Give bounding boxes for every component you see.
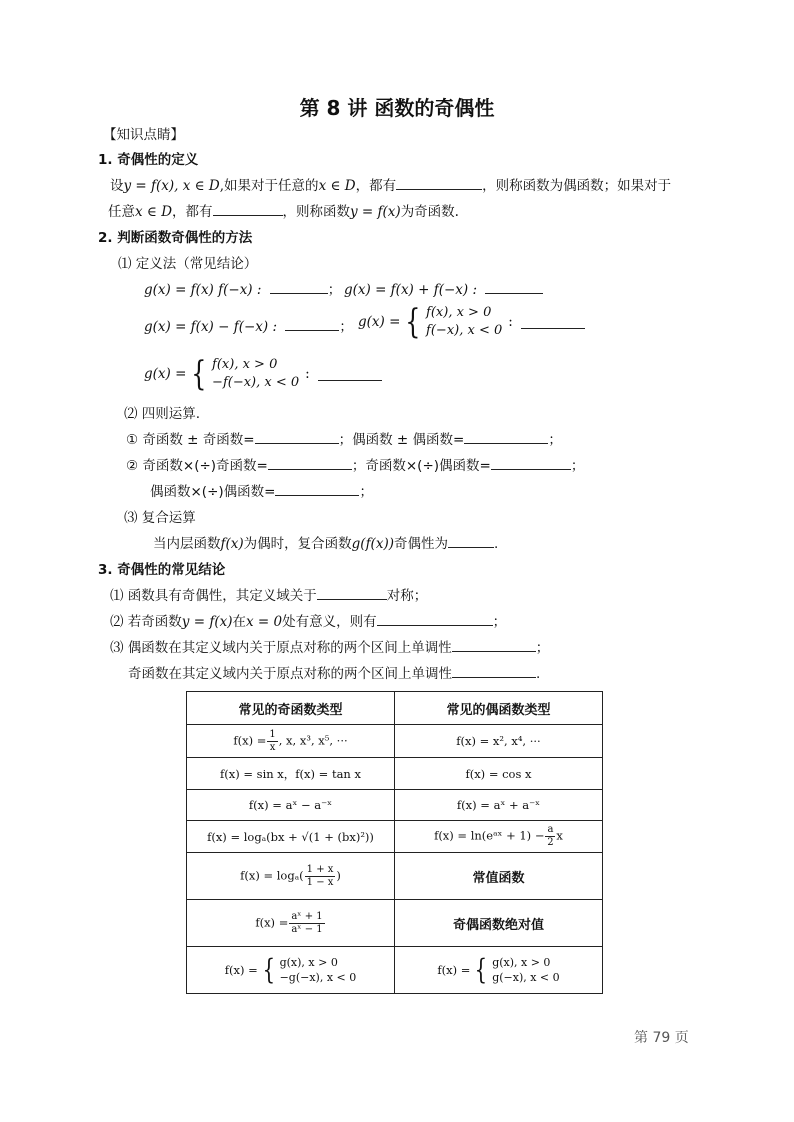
fill-blank[interactable] (452, 665, 536, 678)
math: f(x) = (233, 733, 267, 747)
math: x (556, 828, 563, 843)
text: ； (359, 484, 373, 500)
text: 对称； (386, 588, 428, 604)
text: 任意 (108, 204, 135, 220)
cases (426, 304, 502, 340)
math: y = f(x) (181, 614, 233, 630)
conclusion-4 (128, 665, 540, 683)
text: 为奇函数. (400, 204, 459, 220)
composite-line (153, 535, 498, 553)
fill-blank[interactable] (491, 457, 571, 470)
section-2-heading: 2. 判断函数奇偶性的方法 (98, 230, 253, 246)
math: , x, x³, x⁵, ··· (278, 733, 348, 747)
math: f(x) = (437, 963, 471, 977)
text: ⑵ 若奇函数 (110, 614, 182, 630)
case: f(x), x > 0 (426, 305, 492, 320)
text: ；奇函数×(÷)偶函数= (351, 458, 491, 474)
brace-glyph: { (475, 953, 488, 986)
text: 设 (110, 178, 124, 194)
math: f(x) = (255, 915, 289, 929)
fill-blank[interactable] (485, 281, 543, 294)
fill-blank[interactable] (452, 639, 536, 652)
text: ② 奇函数×(÷)奇函数= (126, 458, 268, 474)
math: g(x) = f(x) + f(−x) : (344, 282, 478, 298)
subsection-composite: ⑶ 复合运算 (124, 510, 196, 526)
text: ，都有 (355, 178, 397, 194)
brace-glyph: { (405, 302, 421, 342)
table-header-row (187, 692, 603, 725)
text: ，则称函数 (282, 204, 351, 220)
text: ⑴ 函数具有奇偶性，其定义域关于 (110, 588, 317, 604)
math: g(f(x)) (351, 536, 394, 552)
math: f(x) = ln(eᵃˣ + 1) − (434, 828, 545, 843)
math: g(x) = f(x) f(−x) : (144, 282, 262, 298)
table-row (187, 758, 603, 790)
header-odd: 常见的奇函数类型 (187, 692, 395, 725)
fill-blank[interactable] (448, 535, 494, 548)
cell-even: 奇偶函数绝对值 (395, 900, 603, 947)
equation-product (144, 281, 341, 299)
fraction (545, 824, 555, 849)
math: g(x) = (358, 314, 401, 330)
math: x ∈ D (135, 204, 173, 220)
cell-odd (187, 853, 395, 900)
case: −f(−x), x < 0 (212, 375, 300, 390)
text: ① 奇函数 ± 奇函数= (126, 432, 255, 448)
math: ) (336, 868, 341, 882)
cell-even: f(x) = x², x⁴, ··· (395, 725, 603, 758)
cases (280, 955, 357, 985)
cases (492, 955, 559, 985)
cell-odd (187, 947, 395, 994)
denominator: 1 − x (306, 876, 334, 888)
subsection-definition: ⑴ 定义法（常见结论） (118, 256, 258, 272)
cell-odd: f(x) = sin x，f(x) = tan x (187, 758, 395, 790)
text: 偶函数×(÷)偶函数= (150, 484, 276, 500)
text: ； (570, 458, 585, 474)
math: g(x) = (144, 366, 187, 382)
cell-even: 常值函数 (395, 853, 603, 900)
cell-odd (187, 725, 395, 758)
cell-even (395, 821, 603, 853)
fill-blank[interactable] (521, 316, 585, 329)
fill-blank[interactable] (255, 431, 339, 444)
numerator: aˣ + 1 (291, 910, 323, 922)
text: ,如果对于任意的 (219, 178, 319, 194)
conclusion-2 (110, 613, 506, 631)
brace-glyph: { (262, 953, 275, 986)
text: . (536, 666, 541, 682)
case: g(−x), x < 0 (492, 971, 560, 984)
denominator: aˣ − 1 (291, 923, 323, 935)
header-even: 常见的偶函数类型 (395, 692, 603, 725)
fill-blank[interactable] (464, 431, 548, 444)
cell-even: f(x) = aˣ + a⁻ˣ (395, 790, 603, 821)
fill-blank[interactable] (275, 483, 359, 496)
fill-blank[interactable] (213, 203, 283, 216)
equation-piecewise-2 (144, 356, 382, 392)
brace-glyph: { (191, 354, 207, 394)
math: y = f(x), x ∈ D (123, 178, 220, 194)
table-row (187, 821, 603, 853)
text: ；偶函数 ± 偶函数= (338, 432, 465, 448)
text: 为偶时，复合函数 (243, 536, 352, 552)
denominator: 2 (547, 837, 554, 848)
cell-even: f(x) = cos x (395, 758, 603, 790)
case: −g(−x), x < 0 (279, 971, 357, 984)
rule-1 (126, 431, 562, 449)
math: g(x) = f(x) − f(−x) : (144, 319, 278, 335)
fill-blank[interactable] (377, 613, 493, 626)
numerator: 1 + x (306, 863, 334, 875)
text: 当内层函数 (153, 536, 221, 552)
text: ； (535, 640, 550, 656)
definition-line-2 (108, 203, 459, 221)
fill-blank[interactable] (318, 368, 382, 381)
text: ，则称函数为偶函数；如果对于 (482, 178, 672, 194)
fill-blank[interactable] (317, 587, 387, 600)
text: 奇函数在其定义域内关于原点对称的两个区间上单调性 (128, 666, 452, 682)
function-types-table (186, 691, 603, 994)
cell-odd: f(x) = aˣ − a⁻ˣ (187, 790, 395, 821)
page-number: 第 79 页 (634, 1030, 689, 1046)
fraction (289, 911, 324, 936)
piecewise: g(x) = { f(x), x > 0 f(−x), x < 0 : (358, 304, 585, 340)
case: g(x), x > 0 (279, 956, 338, 969)
cell-even (395, 947, 603, 994)
math: f(x) = (224, 963, 258, 977)
piecewise (437, 955, 559, 985)
math: f(x) = logₐ( (240, 868, 304, 882)
cell-odd (187, 900, 395, 947)
rule-3 (150, 483, 373, 501)
math: y = f(x) (350, 204, 401, 220)
text: 处有意义，则有 (282, 614, 377, 630)
equation-sum (344, 281, 543, 299)
text: ⑶ 偶函数在其定义域内关于原点对称的两个区间上单调性 (110, 640, 452, 656)
numerator: 1 (269, 728, 276, 740)
text: ； (548, 432, 562, 448)
fill-blank[interactable] (270, 281, 328, 294)
math: f(x) (220, 536, 244, 552)
table-row (187, 947, 603, 994)
denominator: x (269, 741, 276, 753)
conclusion-3 (110, 639, 549, 657)
table-row (187, 900, 603, 947)
math: x ∈ D (318, 178, 356, 194)
fill-blank[interactable] (268, 457, 352, 470)
page-title: 第 8 讲 函数的奇偶性 (299, 96, 495, 120)
math: x = 0 (245, 614, 283, 630)
equation-piecewise-1 (358, 304, 585, 340)
table-row (187, 725, 603, 758)
fill-blank[interactable] (396, 177, 482, 190)
subsection-arithmetic: ⑵ 四则运算. (124, 406, 201, 422)
piecewise: g(x) = { f(x), x > 0 −f(−x), x < 0 : (144, 356, 382, 392)
section-3-heading: 3. 奇偶性的常见结论 (98, 562, 226, 578)
text: 奇偶性为 (393, 536, 448, 552)
case: f(−x), x < 0 (426, 323, 503, 338)
text: . (493, 536, 499, 552)
text: ，都有 (172, 204, 213, 220)
text: 在 (232, 614, 246, 630)
equation-difference (144, 318, 353, 336)
table-row (187, 853, 603, 900)
text: ； (492, 614, 507, 630)
fraction (267, 729, 277, 754)
numerator: a (547, 824, 554, 835)
section-1-heading: 1. 奇偶性的定义 (98, 152, 199, 168)
fill-blank[interactable] (285, 318, 339, 331)
table-row (187, 790, 603, 821)
case: f(x), x > 0 (212, 357, 278, 372)
case: g(x), x > 0 (492, 956, 551, 969)
text: ； (327, 282, 342, 298)
piecewise (225, 955, 357, 985)
section-header: 【知识点睛】 (103, 127, 184, 143)
fraction (305, 864, 336, 889)
conclusion-1 (110, 587, 427, 605)
rule-2 (126, 457, 584, 475)
cell-odd: f(x) = logₐ(bx + √(1 + (bx)²)) (187, 821, 395, 853)
text: ； (339, 319, 353, 335)
definition-line-1 (110, 177, 671, 195)
cases (212, 356, 299, 392)
